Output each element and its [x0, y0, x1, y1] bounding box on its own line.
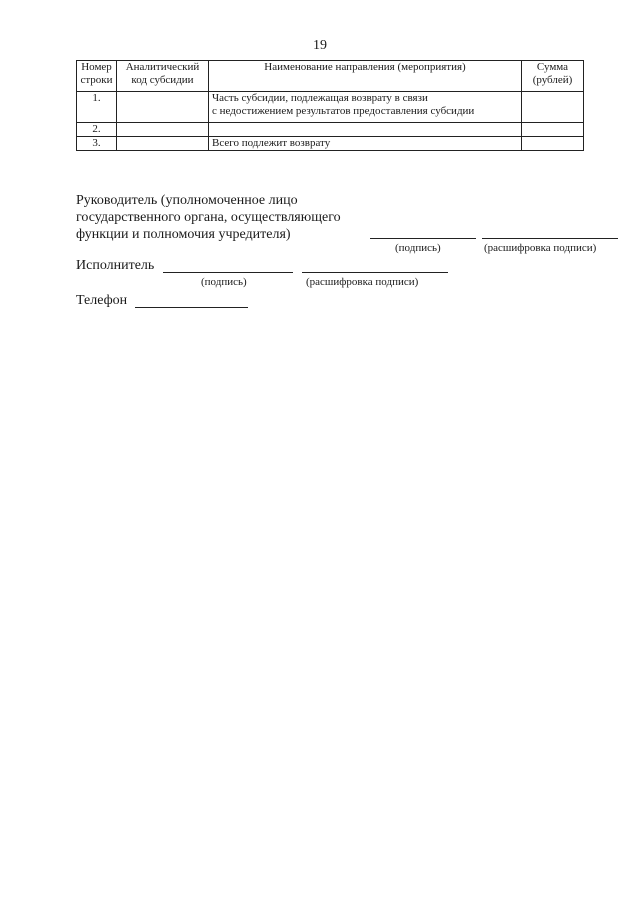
- row-sum: [522, 92, 584, 123]
- row-sum: [522, 123, 584, 137]
- refund-table: [76, 60, 584, 151]
- table-row: [77, 92, 584, 123]
- header-sum: Сумма (рублей): [522, 61, 584, 92]
- head-decoding-caption: (расшифровка подписи): [484, 242, 597, 254]
- phone-label: Телефон: [76, 293, 128, 308]
- table-row: [77, 123, 584, 137]
- executor-decoding-caption: (расшифровка подписи): [306, 276, 419, 288]
- page-number: 19: [313, 38, 327, 53]
- row-name: Часть субсидии, подлежащая возврату в связи с недостижением результатов предоставления субсидии: [209, 92, 522, 123]
- executor-decoding-line[interactable]: [302, 272, 448, 273]
- head-decoding-line[interactable]: [482, 238, 618, 239]
- executor-signature-line[interactable]: [163, 272, 293, 273]
- row-name: [209, 123, 522, 137]
- executor-signature-caption: (подпись): [201, 276, 247, 288]
- head-signature-line[interactable]: [370, 238, 476, 239]
- header-direction-name: Наименование направления (мероприятия): [209, 61, 522, 92]
- row-code: [117, 92, 209, 123]
- row-sum: [522, 137, 584, 151]
- head-title: Руководитель (уполномоченное лицо государственного органа, осуществляющего функции и полномочия учредителя): [76, 193, 341, 242]
- row-name: Всего подлежит возврату: [209, 137, 522, 151]
- row-number: 1.: [77, 92, 117, 123]
- row-code: [117, 137, 209, 151]
- table-row: [77, 137, 584, 151]
- phone-line[interactable]: [135, 307, 248, 308]
- row-number: 2.: [77, 123, 117, 137]
- head-signature-caption: (подпись): [395, 242, 441, 254]
- header-row-number: Номер строки: [77, 61, 117, 92]
- table-header-row: [77, 61, 584, 92]
- row-number: 3.: [77, 137, 117, 151]
- executor-label: Исполнитель: [76, 258, 155, 273]
- row-code: [117, 123, 209, 137]
- header-analytic-code: Аналитический код субсидии: [117, 61, 209, 92]
